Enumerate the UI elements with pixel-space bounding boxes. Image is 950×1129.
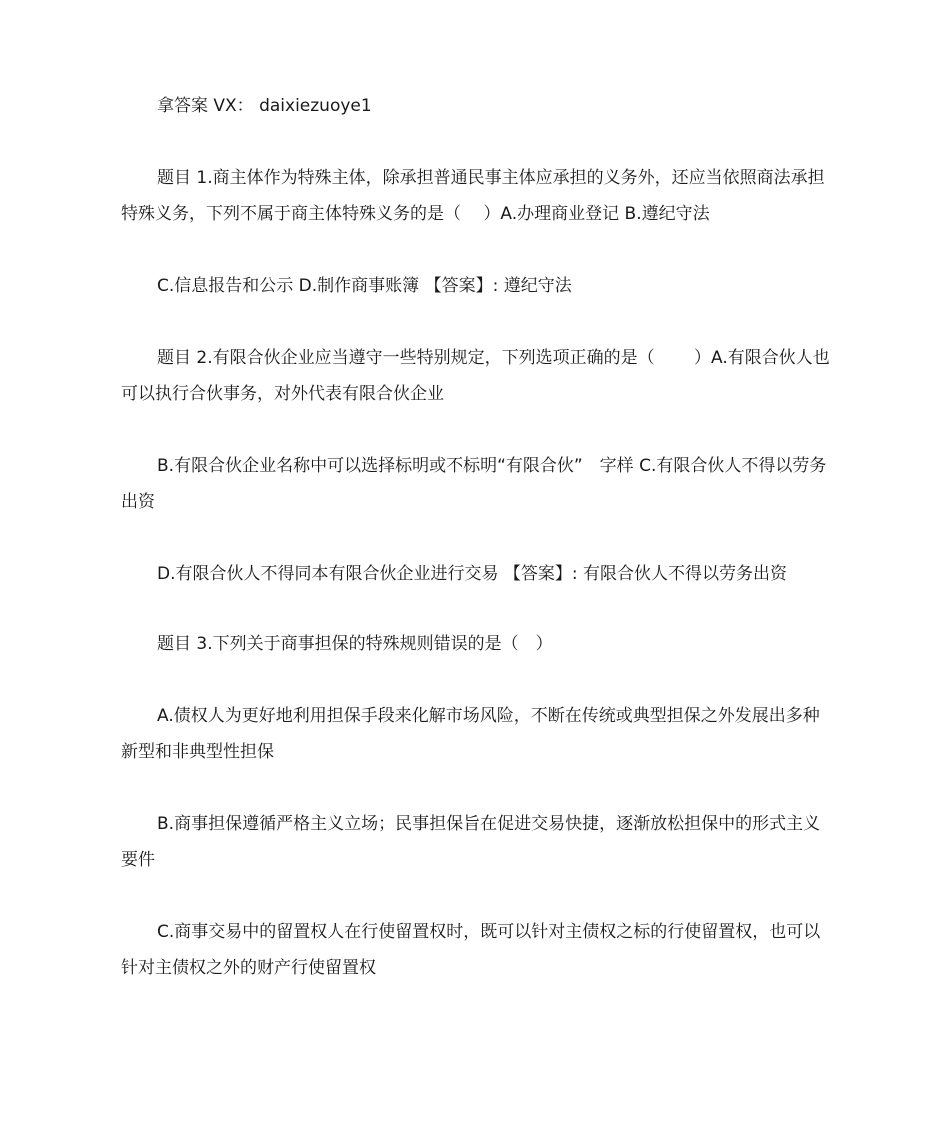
question-3-option-c: C.商事交易中的留置权人在行使留置权时，既可以针对主债权之标的行使留置权，也可以针对主债权之外的财产行使留置权	[121, 922, 821, 978]
question-2-option-d-answer: D.有限合伙人不得同本有限合伙企业进行交易 【答案】: 有限合伙人不得以劳务出资	[157, 564, 788, 584]
question-2-text: 题目 2.有限合伙企业应当遵守一些特别规定，下列选项正确的是（ ）A.有限合伙人也可以执行合伙事务，对外代表有限合伙企业	[121, 348, 830, 404]
question-3-text: 题目 3.下列关于商事担保的特殊规则错误的是（ ）	[157, 634, 553, 654]
question-3-option-b: B.商事担保遵循严格主义立场；民事担保旨在促进交易快捷，逐渐放松担保中的形式主义要件	[121, 814, 821, 870]
question-1-options-answer: C.信息报告和公示 D.制作商事账簿 【答案】: 遵纪守法	[157, 276, 572, 296]
question-1-text: 题目 1.商主体作为特殊主体，除承担普通民事主体应承担的义务外，还应当依照商法承担特殊义务，下列不属于商主体特殊义务的是（ ）A.办理商业登记 B.遵纪守法	[121, 168, 825, 224]
question-2-options-b-c: B.有限合伙企业名称中可以选择标明或不标明“有限合伙” 字样 C.有限合伙人不得以劳务出资	[121, 456, 827, 512]
question-3-option-a: A.债权人为更好地利用担保手段来化解市场风险，不断在传统或典型担保之外发展出多种新型和非典型性担保	[121, 706, 820, 762]
contact-line: 拿答案 VX： daixiezuoye1	[157, 96, 372, 116]
